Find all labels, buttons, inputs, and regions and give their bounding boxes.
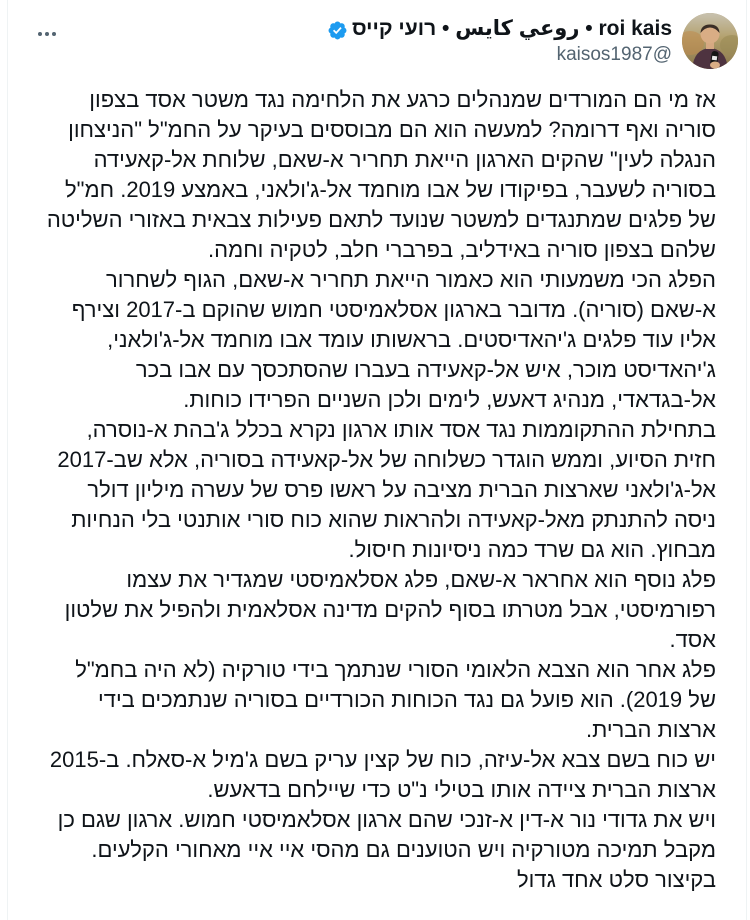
- tweet-paragraph: בתחילת ההתקוממות נגד אסד אותו ארגון נקרא בכלל ג'בהת א-נוסרה, חזית הסיוע, וממש הוגדר כשלוחה של אל-קאעידה בסוריה, אלא שב-2017 אל-ג'ולאני שארצות הברית מציבה על ראשו פרס של עשרה מיליון דולר ניסה להתנתק מאל-קאעידה ולהראות שהוא כוח סורי אותנטי בלי הנחיות מבחוץ. הוא גם שרד כמה ניסיונות חיסול.: [57, 417, 716, 562]
- author-id-block: [70, 13, 672, 67]
- tweet-paragraph: פלג אחר הוא הצבא הלאומי הסורי שנתמך בידי טורקיה (לא היה בחמ"ל של 2019). הוא פועל גם נגד הכוחות הכורדיים בסוריה שנתמכים בידי ארצות הברית.: [75, 657, 716, 742]
- tweet-paragraph: יש כוח בשם צבא אל-עיזה, כוח של קצין עריק בשם ג'מיל א-סאלח. ב-2015 ארצות הברית ציידה אותו בטילי נ"ט כדי שיילחם בדאעש.: [49, 747, 716, 802]
- tweet-paragraph: בקיצור סלט אחד גדול: [517, 867, 716, 892]
- tweet-card: [7, 0, 747, 920]
- tweet-text: [8, 69, 746, 915]
- tweet-paragraph: פלג נוסף הוא אחראר א-שאם, פלג אסלאמיסטי שמגדיר את עצמו רפורמיסטי, אבל מטרתו בסוף להקים מדינה אסלאמית ולהפיל את שלטון אסד.: [64, 567, 716, 652]
- profile-photo-icon: [682, 13, 738, 69]
- author-display-name: roi kais • روعي كايس • רועי קייס: [351, 17, 672, 40]
- ellipsis-dot-icon: [38, 32, 42, 36]
- author-name-row[interactable]: [327, 16, 672, 42]
- verified-badge-icon: [327, 20, 348, 41]
- author-handle[interactable]: @kaisos1987: [556, 44, 672, 65]
- more-options-button[interactable]: [34, 28, 60, 40]
- ellipsis-dot-icon: [52, 32, 56, 36]
- tweet-header: [8, 0, 746, 69]
- tweet-paragraph: ויש את גדודי נור א-דין א-זנכי שהם ארגון אסלאמיסטי חמוש. ארגון שגם כן מקבל תמיכה מטורקיה ויש הטוענים גם מהסי איי איי מאחורי הקלעים.: [57, 807, 716, 862]
- avatar[interactable]: [682, 13, 738, 69]
- tweet-paragraph: הפלג הכי משמעותי הוא כאמור הייאת תחריר א-שאם, הגוף לשחרור א-שאם (סוריה). מדובר בארגון אסלאמיסטי חמוש שהוקם ב-2017 וצירף אליו עוד פלגים ג'יהאדיסטים. בראשותו עומד אבו מוחמד אל-ג'ולאני, ג'יהאדיסט מוכר, איש אל-קאעידה בעברו שהסתכסך עם אבו בכר אל-בגדאדי, מנהיג דאעש, לימים ולכן השניים הפרידו כוחות.: [71, 267, 716, 412]
- ellipsis-dot-icon: [45, 32, 49, 36]
- tweet-paragraph: אז מי הם המורדים שמנהלים כרגע את הלחימה נגד משטר אסד בצפון סוריה ואף דרומה? למעשה הוא הם מבוססים בעיקר על החמ"ל "הניצחון הנגלה לעין" שהקים הארגון הייאת תחריר א-שאם, שלוחת אל-קאעידה בסוריה לשעבר, בפיקודו של אבו מוחמד אל-ג'ולאני, באמצע 2019. חמ"ל של פלגים שמתנגדים למשטר שנועד לתאם פעילות צבאית באזורי השליטה שלהם בצפון סוריה באידליב, בפרברי חלב, לטקיה וחמה.: [46, 87, 716, 262]
